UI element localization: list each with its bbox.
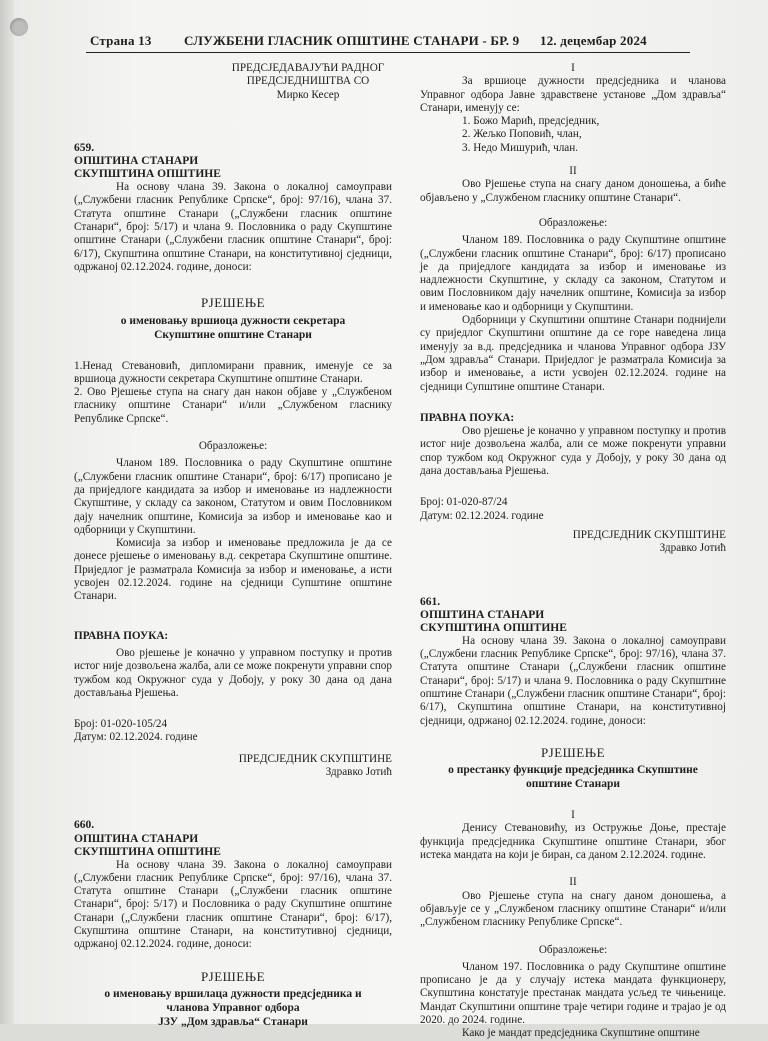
act-title: РЈЕШЕЊЕ <box>540 744 606 760</box>
reference-date: Датум: 02.12.2024. године <box>74 731 198 744</box>
legal-remedy-text: Ово рјешење је коначно у управном поступку и против истог није дозвољена жалба, али се може покренути управни спор тужбом код Окружног суда у Добоју, у року 30 дана од дана достављања Рјешења. <box>420 425 726 478</box>
reference-number: Број: 01-020-87/24 <box>420 496 508 509</box>
act-661 <box>420 596 726 1041</box>
act-659 <box>74 142 392 779</box>
member-item: 1. Божо Марић, предсједник, <box>462 115 600 128</box>
act-subtitle-line1: о именовању вршиоца дужности секретара <box>120 314 346 327</box>
top-signature-block <box>74 62 392 102</box>
act-org-municipality: ОПШТИНА СТАНАРИ <box>74 832 199 845</box>
chair-title-line1: ПРЕДСЈЕДАВАЈУЋИ РАДНОГ <box>231 62 385 74</box>
act-subtitle-line2: Скупштине општине Станари <box>154 328 312 341</box>
signer-name: Здравко Јотић <box>659 542 726 555</box>
page-number: Страна 13 <box>90 33 152 48</box>
reasoning-paragraph-1: Чланом 189. Пословника о раду Скупштине општине („Службени гласник општине Станари“, број: 6/17) прописано је да приједлоге кандидата за избор и именовање из надлежности Скупштине, у складу са законом, Статутом и овим Пословником дају начелник општине, Комисија за избор и именовање као и одборници у Скупштини. <box>420 234 726 313</box>
act-subtitle-line2: општине Станари <box>525 778 621 791</box>
section-1-number: I <box>571 62 575 74</box>
legal-remedy-title: ПРАВНА ПОУКА: <box>420 411 515 424</box>
reasoning-paragraph-1: Чланом 189. Пословника о раду Скупштине општине („Службени гласник општине Станари“, број: 6/17) прописано је да приједлоге кандидата за избор и именовање из надлежности Скупштине, у складу са законом, Статутом и овим Пословником дају начелник општине, Комисија за избор и именовање као и одборници у Скупштини. <box>74 457 392 536</box>
member-item: 2. Жељко Поповић, члан, <box>462 128 582 141</box>
section-2-number: II <box>569 165 577 178</box>
act-org-municipality: ОПШТИНА СТАНАРИ <box>74 155 199 168</box>
act-number: 659. <box>74 141 95 154</box>
section-1-number: I <box>571 809 575 822</box>
act-subtitle-line2: чланова Управног одбора <box>166 1001 300 1014</box>
act-660 <box>74 819 392 1029</box>
reasoning-paragraph-2: Одборници у Скупштини општине Станари поднијели су приједлог Скупштини општине да се горе наведена лица именују за в.д. предсједника и чланова Управног одбора ЈЗУ „Дом здравља“ Станари. Приједлог је разматрала Комисија за избор и именовање, а исти усвојен 02.12.2024. године на сједници Супштине општине Станари. <box>420 314 726 393</box>
section-2-text: Ово Рјешење ступа на снагу даном доношења, а биће објављено у „Службеном гласнику општине Станари“. <box>420 178 726 204</box>
act-subtitle-line1: о именовању вршилаца дужности предсједника и <box>104 987 362 1000</box>
reasoning-title: Образложење: <box>198 440 268 453</box>
binder-punch-hole <box>10 18 28 36</box>
section-2-number: II <box>569 876 577 889</box>
publication-title: СЛУЖБЕНИ ГЛАСНИК ОПШТИНЕ СТАНАРИ - БР. 9 <box>184 33 520 48</box>
running-header <box>90 33 690 51</box>
signer-title: ПРЕДСЈЕДНИК СКУПШТИНЕ <box>238 752 392 765</box>
act-660-continued <box>420 62 726 556</box>
reasoning-title: Образложење: <box>538 216 608 229</box>
right-column <box>420 62 726 1041</box>
act-number: 660. <box>74 819 95 832</box>
legal-remedy-title: ПРАВНА ПОУКА: <box>74 629 169 642</box>
reasoning-paragraph-2: Како је мандат предсједника Скупштине општине <box>462 1027 700 1040</box>
act-item-1: 1.Ненад Стевановић, дипломирани правник, именује се за вршиоца дужности секретара Скупштине општине Станари. <box>74 359 392 385</box>
section-1-intro: За вршиоце дужности предсједника и чланова Управног одбора Јавне здравствене установе „Дом здравља“ Станари, именују се: <box>420 75 726 114</box>
act-item-2: 2. Ово Рјешење ступа на снагу дан након објаве у „Службеном гласнику општине Станари“ и/или „Службеном гласнику Републике Српске“. <box>74 386 392 425</box>
chair-title-line2: ПРЕДСЈЕДНИШТВА СО <box>246 75 370 88</box>
act-title: РЈЕШЕЊЕ <box>200 968 266 984</box>
header-rule <box>86 52 690 53</box>
act-subtitle-line1: о престанку функције предсједника Скупштине <box>448 764 698 777</box>
act-number: 661. <box>420 595 441 608</box>
reference-date: Датум: 02.12.2024. године <box>420 509 544 522</box>
reference-number: Број: 01-020-105/24 <box>74 718 168 731</box>
signer-title: ПРЕДСЈЕДНИК СКУПШТИНЕ <box>572 528 726 541</box>
left-column <box>74 62 392 1029</box>
act-title: РЈЕШЕЊЕ <box>200 295 266 311</box>
page-edge-shadow <box>0 0 14 1024</box>
act-org-assembly: СКУПШТИНА ОПШТИНЕ <box>420 621 567 634</box>
act-org-assembly: СКУПШТИНА ОПШТИНЕ <box>74 845 221 858</box>
reasoning-paragraph-1: Чланом 197. Пословника о раду Скупштине општине прописано је да у случају истека мандата функционеру, Скупштина констатује престанак мандата усљед те чињенице. Мандат Скупштини општине траје четири године и трајао је од 2020. до 2024. године. <box>420 960 726 1027</box>
reasoning-title: Образложење: <box>538 943 608 956</box>
reasoning-paragraph-2: Комисија за избор и именовање предложила је да се донесе рјешење о именовању в.д. секретара Скупштине општине. Приједлог је разматрала Комисија за избор и именовање, а исти усвојен 02.12.2024. године на сједници Супштине општине Станари. <box>74 537 392 603</box>
section-1-text: Денису Стевановићу, из Остружње Доње, престаје функција предсједника Скупштине општине Станари, због истека мандата на који је биран, са даном 2.12.2024. године. <box>420 822 726 862</box>
chair-name: Мирко Кесер <box>276 88 340 101</box>
member-item: 3. Недо Мишурић, члан. <box>462 141 579 154</box>
act-preamble: На основу члана 39. Закона о локалној самоуправи („Службени гласник Републике Српске“, број: 97/16), члана 37. Статута општине Станари („Службени гласник општине Станари“, број: 5/17) и члана 9. Пословника о раду Скупштине општине Станари („Службени гласник општине Станари“, број: 6/17), Скупштина општине Станари, на конститутивној сједници, одржаној 02.12.2024. године, доноси: <box>420 634 726 727</box>
issue-date: 12. децембар 2024 <box>540 33 647 48</box>
act-org-assembly: СКУПШТИНА ОПШТИНЕ <box>74 168 221 181</box>
act-subtitle-line3: ЈЗУ „Дом здравља“ Станари <box>158 1015 308 1028</box>
act-preamble: На основу члана 39. Закона о локалној самоуправи („Службени гласник Републике Српске“, број: 97/16), члана 37. Статута општине Станари („Службени гласник општине Станари“, број: 5/17) и члана 9. Пословника о раду Скупштине општине Станари („Службени гласник општине Станари“, број: 6/17), Скупштина општине Станари, на конститутивној сједници, одржаној 02.12.2024. године, доноси: <box>74 181 392 273</box>
signer-name: Здравко Јотић <box>325 765 392 778</box>
act-org-municipality: ОПШТИНА СТАНАРИ <box>420 608 545 621</box>
legal-remedy-text: Ово рјешење је коначно у управном поступку и против истог није дозвољена жалба, али се може покренути управни спор тужбом код Окружног суда у Добоју, у року 30 дана од дана достављања Рјешења. <box>74 646 392 699</box>
section-2-text: Ово Рјешење ступа на снагу даном доношења, а објављује се у „Службеном гласнику општине Станари“ и/или „Службеном гласнику Републике Српске“. <box>420 889 726 929</box>
act-preamble: На основу члана 39. Закона о локалној самоуправи („Службени гласник Републике Српске“, број: 97/16), члана 37. Статута општине Станари („Службени гласник општине Станари“, број: 5/17) и Пословника о раду Скупштине општине Станари („Службени гласник општине Станари“, број: 6/17), Скупштина општине Станари, на конститутивној сједници, одржаној 02.12.2024. године, доноси: <box>74 858 392 951</box>
